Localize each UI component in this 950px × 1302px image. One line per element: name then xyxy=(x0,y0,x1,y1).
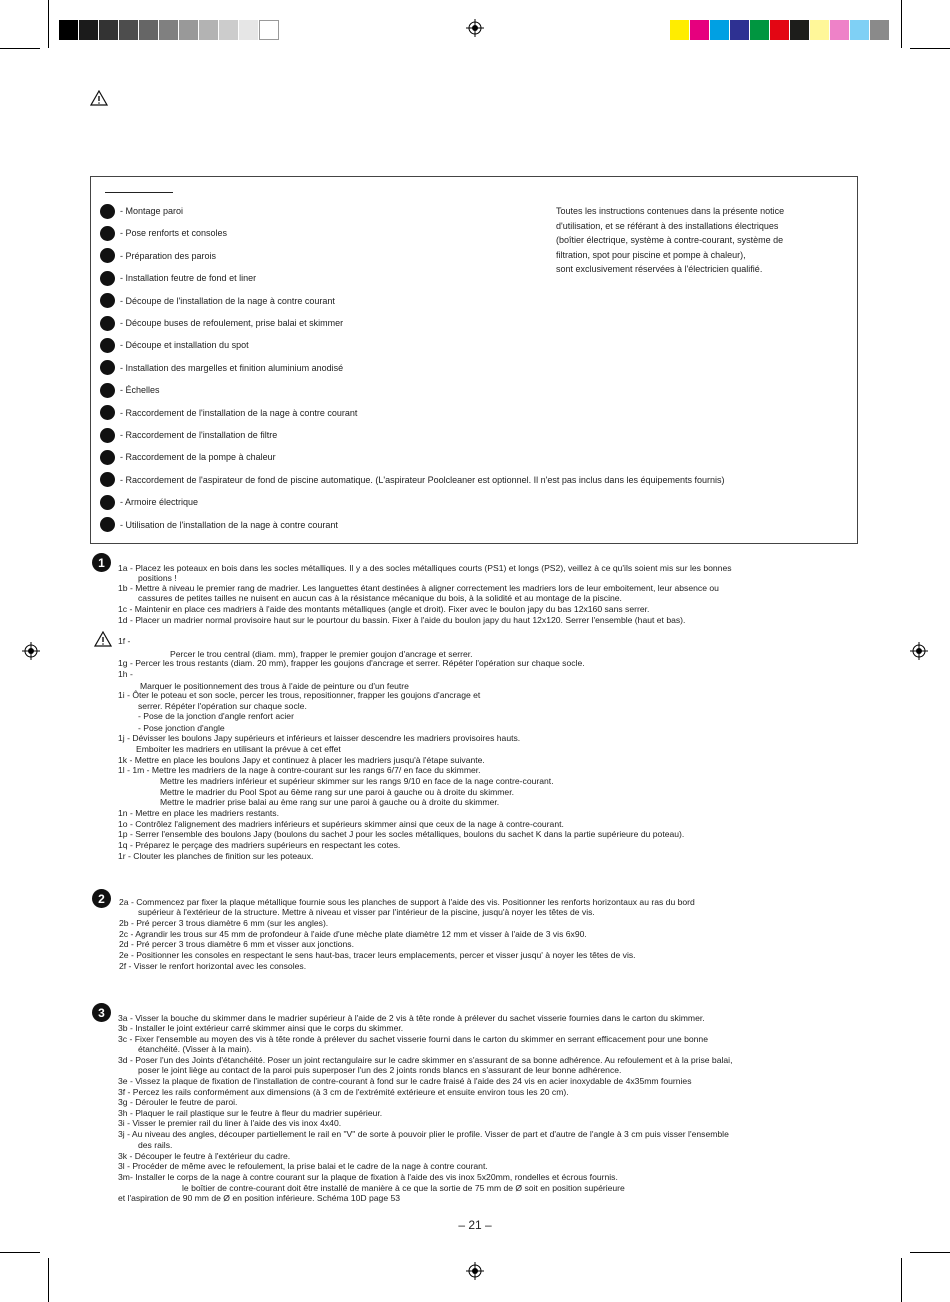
summary-item xyxy=(100,248,216,264)
instruction-line: Emboiter les madriers en utilisant la prévue à cet effet xyxy=(136,744,341,754)
instruction-line: 1n - Mettre en place les madriers restants. xyxy=(118,808,279,818)
instruction-line: positions ! xyxy=(138,573,177,583)
summary-item-label: - Découpe buses de refoulement, prise balai et skimmer xyxy=(120,318,344,328)
bullet-icon xyxy=(100,450,115,465)
bullet-icon xyxy=(100,271,115,286)
color-swatch xyxy=(810,20,830,40)
instruction-line: Mettre le madrier du Pool Spot au 6ème rang sur une paroi à gauche ou à droite du skimmer. xyxy=(160,787,514,797)
color-swatch xyxy=(99,20,119,40)
summary-item xyxy=(100,427,277,443)
color-swatch xyxy=(59,20,79,40)
bullet-icon xyxy=(100,204,115,219)
instruction-line: 2f - Visser le renfort horizontal avec les consoles. xyxy=(119,961,307,971)
crop-mark xyxy=(910,48,950,49)
electrical-note-line: sont exclusivement réservées à l'électricien qualifié. xyxy=(556,264,763,274)
bullet-icon xyxy=(100,405,115,420)
summary-item-label: - Montage paroi xyxy=(120,206,184,216)
electrical-note-line: d'utilisation, et se référant à des installations électriques xyxy=(556,220,779,231)
summary-item-label: - Raccordement de la pompe à chaleur xyxy=(120,452,276,463)
summary-item xyxy=(100,360,343,376)
instruction-line: - Pose jonction d'angle xyxy=(138,723,225,733)
electrical-note-line: (boîtier électrique, système à contre-courant, système de xyxy=(556,235,784,245)
color-swatch xyxy=(159,20,179,40)
instruction-line: - Pose de la jonction d'angle renfort acier xyxy=(138,711,294,721)
instruction-line: 1g - Percer les trous restants (diam. 20 mm), frapper les goujons d'ancrage et serrer. Répéter l'opération sur chaque socle. xyxy=(118,658,585,668)
instruction-line: Marquer le positionnement des trous à l'aide de peinture ou d'un feutre xyxy=(140,681,409,691)
instruction-line: 2a - Commencez par fixer la plaque métallique fournie sous les planches de support à l'aide des vis. Positionner les renforts horizontaux au ras du bord xyxy=(119,897,695,907)
section-3-marker: 3 xyxy=(92,1003,111,1022)
electrical-note-line: filtration, spot pour piscine et pompe à chaleur), xyxy=(556,249,746,260)
registration-mark-icon xyxy=(466,1262,484,1280)
bullet-icon xyxy=(100,360,115,375)
color-swatch xyxy=(830,20,850,40)
instruction-line: 3h - Plaquer le rail plastique sur le feutre à fleur du madrier supérieur. xyxy=(118,1108,383,1118)
instruction-line: étanchéité. (Visser à la main). xyxy=(138,1044,252,1054)
color-swatch xyxy=(670,20,690,40)
instruction-line: 3l - Procéder de même avec le refoulement, la prise balai et le cadre de la nage à contre courant. xyxy=(118,1161,488,1171)
instruction-line: 3j - Au niveau des angles, découper partiellement le rail en "V" de sorte à pouvoir plier le profile. Visser de part et d'autre de l'angle à 3 cm puis visser l'ensemble xyxy=(118,1129,729,1139)
instruction-line: 2c - Agrandir les trous sur 45 mm de profondeur à l'aide d'une mèche plate diamètre 12 mm et visser à l'aide de 3 vis 6x90. xyxy=(119,929,587,939)
bullet-icon xyxy=(100,495,115,510)
instruction-line: 1f - xyxy=(118,636,131,646)
bullet-icon xyxy=(100,338,115,353)
crop-mark xyxy=(910,1252,950,1253)
crop-mark xyxy=(901,1258,902,1302)
summary-item xyxy=(100,382,160,398)
instruction-line: 3k - Découper le feutre à l'extérieur du cadre. xyxy=(118,1151,291,1161)
summary-item-label: - Découpe de l'installation de la nage à contre courant xyxy=(120,295,335,306)
bullet-icon xyxy=(100,248,115,263)
color-swatch xyxy=(139,20,159,40)
instruction-line: 1b - Mettre à niveau le premier rang de madrier. Les languettes étant destinées à aligner correctement les madriers lors de leur emboitement, leur absence ou xyxy=(118,583,719,593)
page-number: – 21 – xyxy=(458,1218,492,1232)
gray-calibration-bar xyxy=(59,20,279,40)
summary-item-label: - Raccordement de l'aspirateur de fond de piscine automatique. (L'aspirateur Poolcleaner est optionnel. Il n'est pas inclus dans les équipements fournis) xyxy=(120,474,725,485)
instruction-line: 1o - Contrôlez l'alignement des madriers inférieurs et supérieurs skimmer ainsi que ceux de la nage à contre-courant. xyxy=(118,819,564,829)
instruction-line: supérieur à l'extérieur de la structure. Mettre à niveau et visser par l'intérieur de la piscine, jusqu'à noyer les têtes de vis. xyxy=(138,907,595,917)
color-swatch xyxy=(750,20,770,40)
section-1-marker: 1 xyxy=(92,553,111,572)
color-swatch xyxy=(79,20,99,40)
summary-item-label: - Utilisation de l'installation de la nage à contre courant xyxy=(120,519,338,530)
color-swatch xyxy=(730,20,750,40)
instruction-line: cassures de petites tailles ne nuisent en aucun cas à la résistance mécanique du bois, à la solidité et au montage de la piscine. xyxy=(138,593,622,603)
instruction-line: 3e - Vissez la plaque de fixation de l'installation de contre-courant à fond sur le cadre fraisé à l'aide des 24 vis en acier inoxydable de 4x35mm fournies xyxy=(118,1076,692,1086)
instruction-line: 3i - Visser le premier rail du liner à l'aide des vis inox 4x40. xyxy=(118,1118,342,1128)
color-swatch xyxy=(239,20,259,40)
instruction-line: 1c - Maintenir en place ces madriers à l'aide des montants métalliques (angle et droit). Fixer avec le boulon japy du bas 12x160 sans serrer. xyxy=(118,604,650,614)
crop-mark xyxy=(0,48,40,49)
registration-mark-icon xyxy=(910,642,928,660)
instruction-line: 3f - Percez les rails conformément aux dimensions (à 3 cm de l'extrémité extérieure et ensuite environ tous les 20 cm). xyxy=(118,1087,569,1097)
summary-item xyxy=(100,337,249,353)
instruction-line: 2b - Pré percer 3 trous diamètre 6 mm (sur les angles). xyxy=(119,918,329,928)
summary-item-label: - Découpe et installation du spot xyxy=(120,340,249,351)
instruction-line: 2d - Pré percer 3 trous diamètre 6 mm et visser aux jonctions. xyxy=(119,939,354,949)
bullet-icon xyxy=(100,226,115,241)
electrical-note xyxy=(556,204,836,277)
color-swatch xyxy=(199,20,219,40)
instruction-line: 1r - Clouter les planches de finition sur les poteaux. xyxy=(118,851,314,861)
registration-mark-icon xyxy=(466,19,484,37)
summary-item-label: - Pose renforts et consoles xyxy=(120,228,228,239)
summary-item xyxy=(100,270,256,286)
summary-item xyxy=(100,449,276,465)
summary-item-label: - Installation feutre de fond et liner xyxy=(120,273,257,284)
bullet-icon xyxy=(100,472,115,487)
instruction-line: Mettre le madrier prise balai au ème rang sur une paroi à gauche ou à droite du skimmer. xyxy=(160,797,500,807)
color-swatch xyxy=(259,20,279,40)
instruction-line: et l'aspiration de 90 mm de Ø en position inférieure. Schéma 10D page 53 xyxy=(118,1193,401,1203)
instruction-line: Percer le trou central (diam. mm), frapper le premier goujon d'ancrage et serrer. xyxy=(170,649,473,659)
summary-title-rule xyxy=(105,192,173,193)
summary-item xyxy=(100,472,725,488)
section-2-marker: 2 xyxy=(92,889,111,908)
instruction-line: serrer. Répéter l'opération sur chaque socle. xyxy=(138,701,307,711)
instruction-line: des rails. xyxy=(138,1140,173,1150)
summary-item-label: - Raccordement de l'installation de filtre xyxy=(120,430,278,440)
summary-item xyxy=(100,293,335,309)
summary-item xyxy=(100,225,227,241)
instruction-line: 3c - Fixer l'ensemble au moyen des vis à tête ronde à prélever du sachet visserie fourni dans le carton du skimmer en serrant efficacement pour une bonne xyxy=(118,1034,708,1044)
color-swatch xyxy=(119,20,139,40)
registration-mark-icon xyxy=(22,642,40,660)
color-swatch xyxy=(219,20,239,40)
color-swatch xyxy=(870,20,890,40)
summary-item-label: - Préparation des parois xyxy=(120,250,217,261)
summary-item xyxy=(100,405,357,421)
instruction-line: 3g - Dérouler le feutre de paroi. xyxy=(118,1097,238,1107)
color-swatch xyxy=(770,20,790,40)
summary-item-label: - Installation des margelles et finition aluminium anodisé xyxy=(120,362,344,373)
crop-mark xyxy=(48,0,49,48)
summary-item-label: - Échelles xyxy=(120,385,160,396)
bullet-icon xyxy=(100,517,115,532)
crop-mark xyxy=(901,0,902,48)
bullet-icon xyxy=(100,428,115,443)
instruction-line: 3d - Poser l'un des Joints d'étanchéité. Poser un joint rectangulaire sur le cadre skimmer en s'assurant de sa bonne adhérence. Au refoulement et à la prise balai, xyxy=(118,1055,733,1065)
bullet-icon xyxy=(100,383,115,398)
instruction-line: Mettre les madriers inférieur et supérieur skimmer sur les rangs 9/10 en face de la nage contre-courant. xyxy=(160,776,554,786)
electrical-note-line: Toutes les instructions contenues dans la présente notice xyxy=(556,206,785,216)
instruction-line: 3b - Installer le joint extérieur carré skimmer ainsi que le corps du skimmer. xyxy=(118,1023,404,1033)
summary-item-label: - Raccordement de l'installation de la nage à contre courant xyxy=(120,407,358,418)
instruction-line: 1i - Ôter le poteau et son socle, percer les trous, repositionner, frapper les goujons d'ancrage et xyxy=(118,690,481,700)
instruction-line: 1l - 1m - Mettre les madriers de la nage à contre-courant sur les rangs 6/7/ en face du skimmer. xyxy=(118,765,481,775)
color-swatch xyxy=(790,20,810,40)
warning-icon xyxy=(94,631,112,647)
instruction-line: 1p - Serrer l'ensemble des boulons Japy (boulons du sachet J pour les socles métalliques, boulons du sachet K dans la partie supérieure du poteau). xyxy=(118,829,685,839)
warning-icon xyxy=(90,90,108,106)
instruction-line: 2e - Positionner les consoles en respectant le sens haut-bas, tracer leurs emplacements, percer et visser jusqu' à noyer les têtes de vis. xyxy=(119,950,636,960)
summary-item xyxy=(100,315,343,331)
crop-mark xyxy=(48,1258,49,1302)
instruction-line: 3m- Installer le corps de la nage à contre courant sur la plaque de fixation à l'aide des vis inox 5x20mm, rondelles et écrous fournis. xyxy=(118,1172,618,1182)
instruction-line: 1d - Placer un madrier normal provisoire haut sur le pourtour du bassin. Fixer à l'aide du boulon japy du haut 12x120. Serrer l'ensemble (haut et bas). xyxy=(118,615,686,625)
bullet-icon xyxy=(100,316,115,331)
summary-item xyxy=(100,494,198,510)
summary-item xyxy=(100,517,338,533)
color-calibration-bar xyxy=(670,20,890,40)
color-swatch xyxy=(179,20,199,40)
instruction-line: 1k - Mettre en place les boulons Japy et continuez à placer les madriers jusqu'à l'étape suivante. xyxy=(118,755,485,765)
summary-item-label: - Armoire électrique xyxy=(120,497,199,508)
instruction-line: 1a - Placez les poteaux en bois dans les socles métalliques. Il y a des socles métalliques courts (PS1) et longs (PS2), veillez à ce qu'ils soient mis sur les bonnes xyxy=(118,563,732,573)
instruction-line: 1h - xyxy=(118,669,133,679)
instruction-line: 1q - Préparez le perçage des madriers supérieurs en respectant les cotes. xyxy=(118,840,401,850)
color-swatch xyxy=(850,20,870,40)
instruction-line: poser le joint liège au contact de la paroi puis superposer l'un des 2 joints ronds blancs en s'assurant de leur bonne adhérence. xyxy=(138,1065,622,1075)
instruction-line: le boîtier de contre-courant doit être installé de manière à ce que la sortie de 75 mm de Ø soit en position supérieure xyxy=(182,1183,625,1193)
summary-item xyxy=(100,203,183,219)
crop-mark xyxy=(0,1252,40,1253)
bullet-icon xyxy=(100,293,115,308)
instruction-line: 3a - Visser la bouche du skimmer dans le madrier supérieur à l'aide de 2 vis à tête ronde à prélever du sachet visserie fournies dans le carton du skimmer. xyxy=(118,1013,705,1023)
color-swatch xyxy=(710,20,730,40)
instruction-line: 1j - Dévisser les boulons Japy supérieurs et inférieurs et laisser descendre les madriers provisoires hauts. xyxy=(118,733,521,743)
color-swatch xyxy=(690,20,710,40)
